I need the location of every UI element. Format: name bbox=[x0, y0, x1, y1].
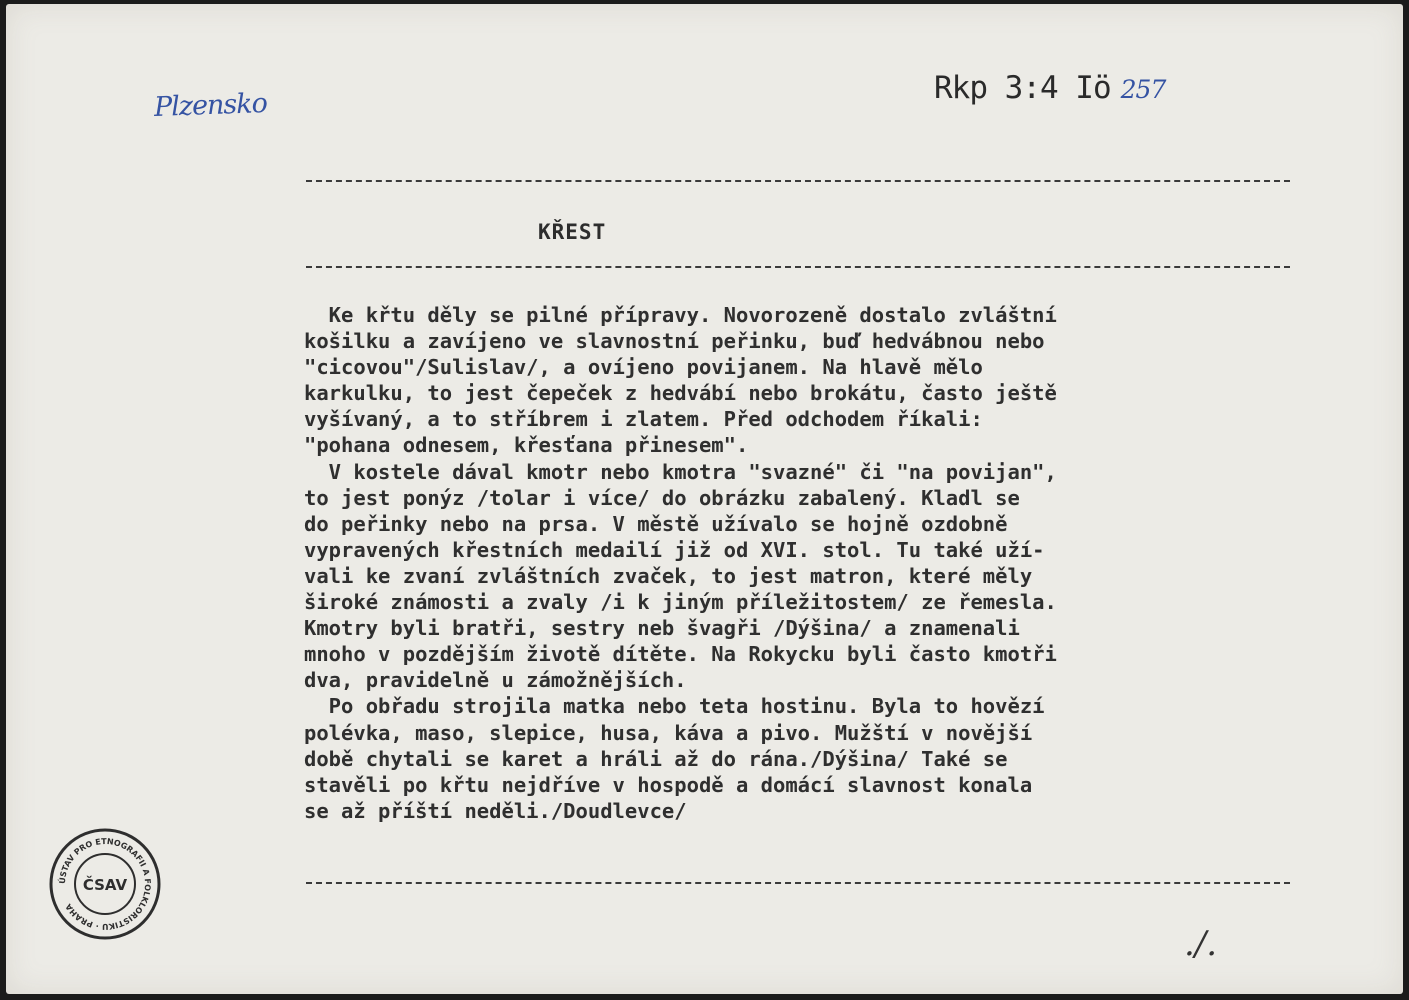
text-line: vali ke zvaní zvláštních zvaček, to jest matron, které měly bbox=[304, 563, 1033, 588]
text-line: do peřinky nebo na prsa. V městě užívalo se hojně ozdobně bbox=[304, 511, 1008, 536]
institution-stamp bbox=[48, 827, 162, 941]
dashed-rule-under-title bbox=[306, 266, 1290, 268]
text-line: stavěli po křtu nejdříve v hospodě a domácí slavnost konala bbox=[304, 772, 1033, 797]
stamp-center-text: ČSAV bbox=[82, 876, 128, 894]
text-line: dva, pravidelně u zámožnějších. bbox=[304, 668, 687, 693]
handwritten-note: Plzensko bbox=[153, 88, 268, 123]
shelfmark-handwritten-number: 257 bbox=[1120, 75, 1166, 104]
shelfmark-typed: Rkp 3:4 Iö bbox=[934, 70, 1111, 106]
text-line: polévka, maso, slepice, husa, káva a pivo. Mužští v novější bbox=[304, 720, 1033, 745]
archive-card bbox=[6, 4, 1403, 994]
text-line: V kostele dával kmotr nebo kmotra "svazné" či "na povijan", bbox=[304, 459, 1057, 484]
document-body bbox=[304, 302, 1364, 824]
text-line: karkulku, to jest čepeček z hedvábí nebo brokátu, často ještě bbox=[304, 381, 1057, 406]
dashed-rule-top bbox=[306, 180, 1290, 182]
text-line: Ke křtu děly se pilné přípravy. Novorozeně dostalo zvláštní bbox=[304, 303, 1057, 327]
text-line: době chytali se karet a hráli až do rána./Dýšina/ Také se bbox=[304, 746, 1008, 771]
text-line: široké známosti a zvaly /i k jiným příležitostem/ ze řemesla. bbox=[304, 590, 1057, 615]
document-title: KŘEST bbox=[538, 220, 607, 244]
stamp-ring-text: ÚSTAV PRO ETNOGRAFII A FOLKLORISTIKU · PRAHA bbox=[57, 836, 153, 932]
text-line: Kmotry byli bratři, sestry neb švagři /Dýšina/ a znamenali bbox=[304, 616, 1020, 641]
text-line: košilku a zavíjeno ve slavnostní peřinku, buď hedvábnou nebo bbox=[304, 329, 1045, 354]
shelfmark bbox=[934, 70, 1165, 106]
dashed-rule-bottom bbox=[306, 882, 1290, 884]
text-line: mnoho v pozdějším životě dítěte. Na Rokycku byli často kmotři bbox=[304, 642, 1057, 667]
text-line: vypravených křestních medailí již od XVI. stol. Tu také uží- bbox=[304, 537, 1045, 562]
text-line: "pohana odnesem, křesťana přinesem". bbox=[304, 433, 749, 458]
text-line: to jest ponýz /tolar i více/ do obrázku zabalený. Kladl se bbox=[304, 485, 1020, 510]
text-line: Po obřadu strojila matka nebo teta hostinu. Byla to hovězí bbox=[304, 694, 1045, 719]
text-line: se až příští neděli./Doudlevce/ bbox=[304, 798, 687, 823]
text-line: vyšívaný, a to stříbrem i zlatem. Před odchodem říkali: bbox=[304, 407, 983, 432]
text-line: "cicovou"/Sulislav/, a ovíjeno povijanem. Na hlavě mělo bbox=[304, 355, 983, 380]
continuation-mark: ./. bbox=[1184, 924, 1218, 964]
